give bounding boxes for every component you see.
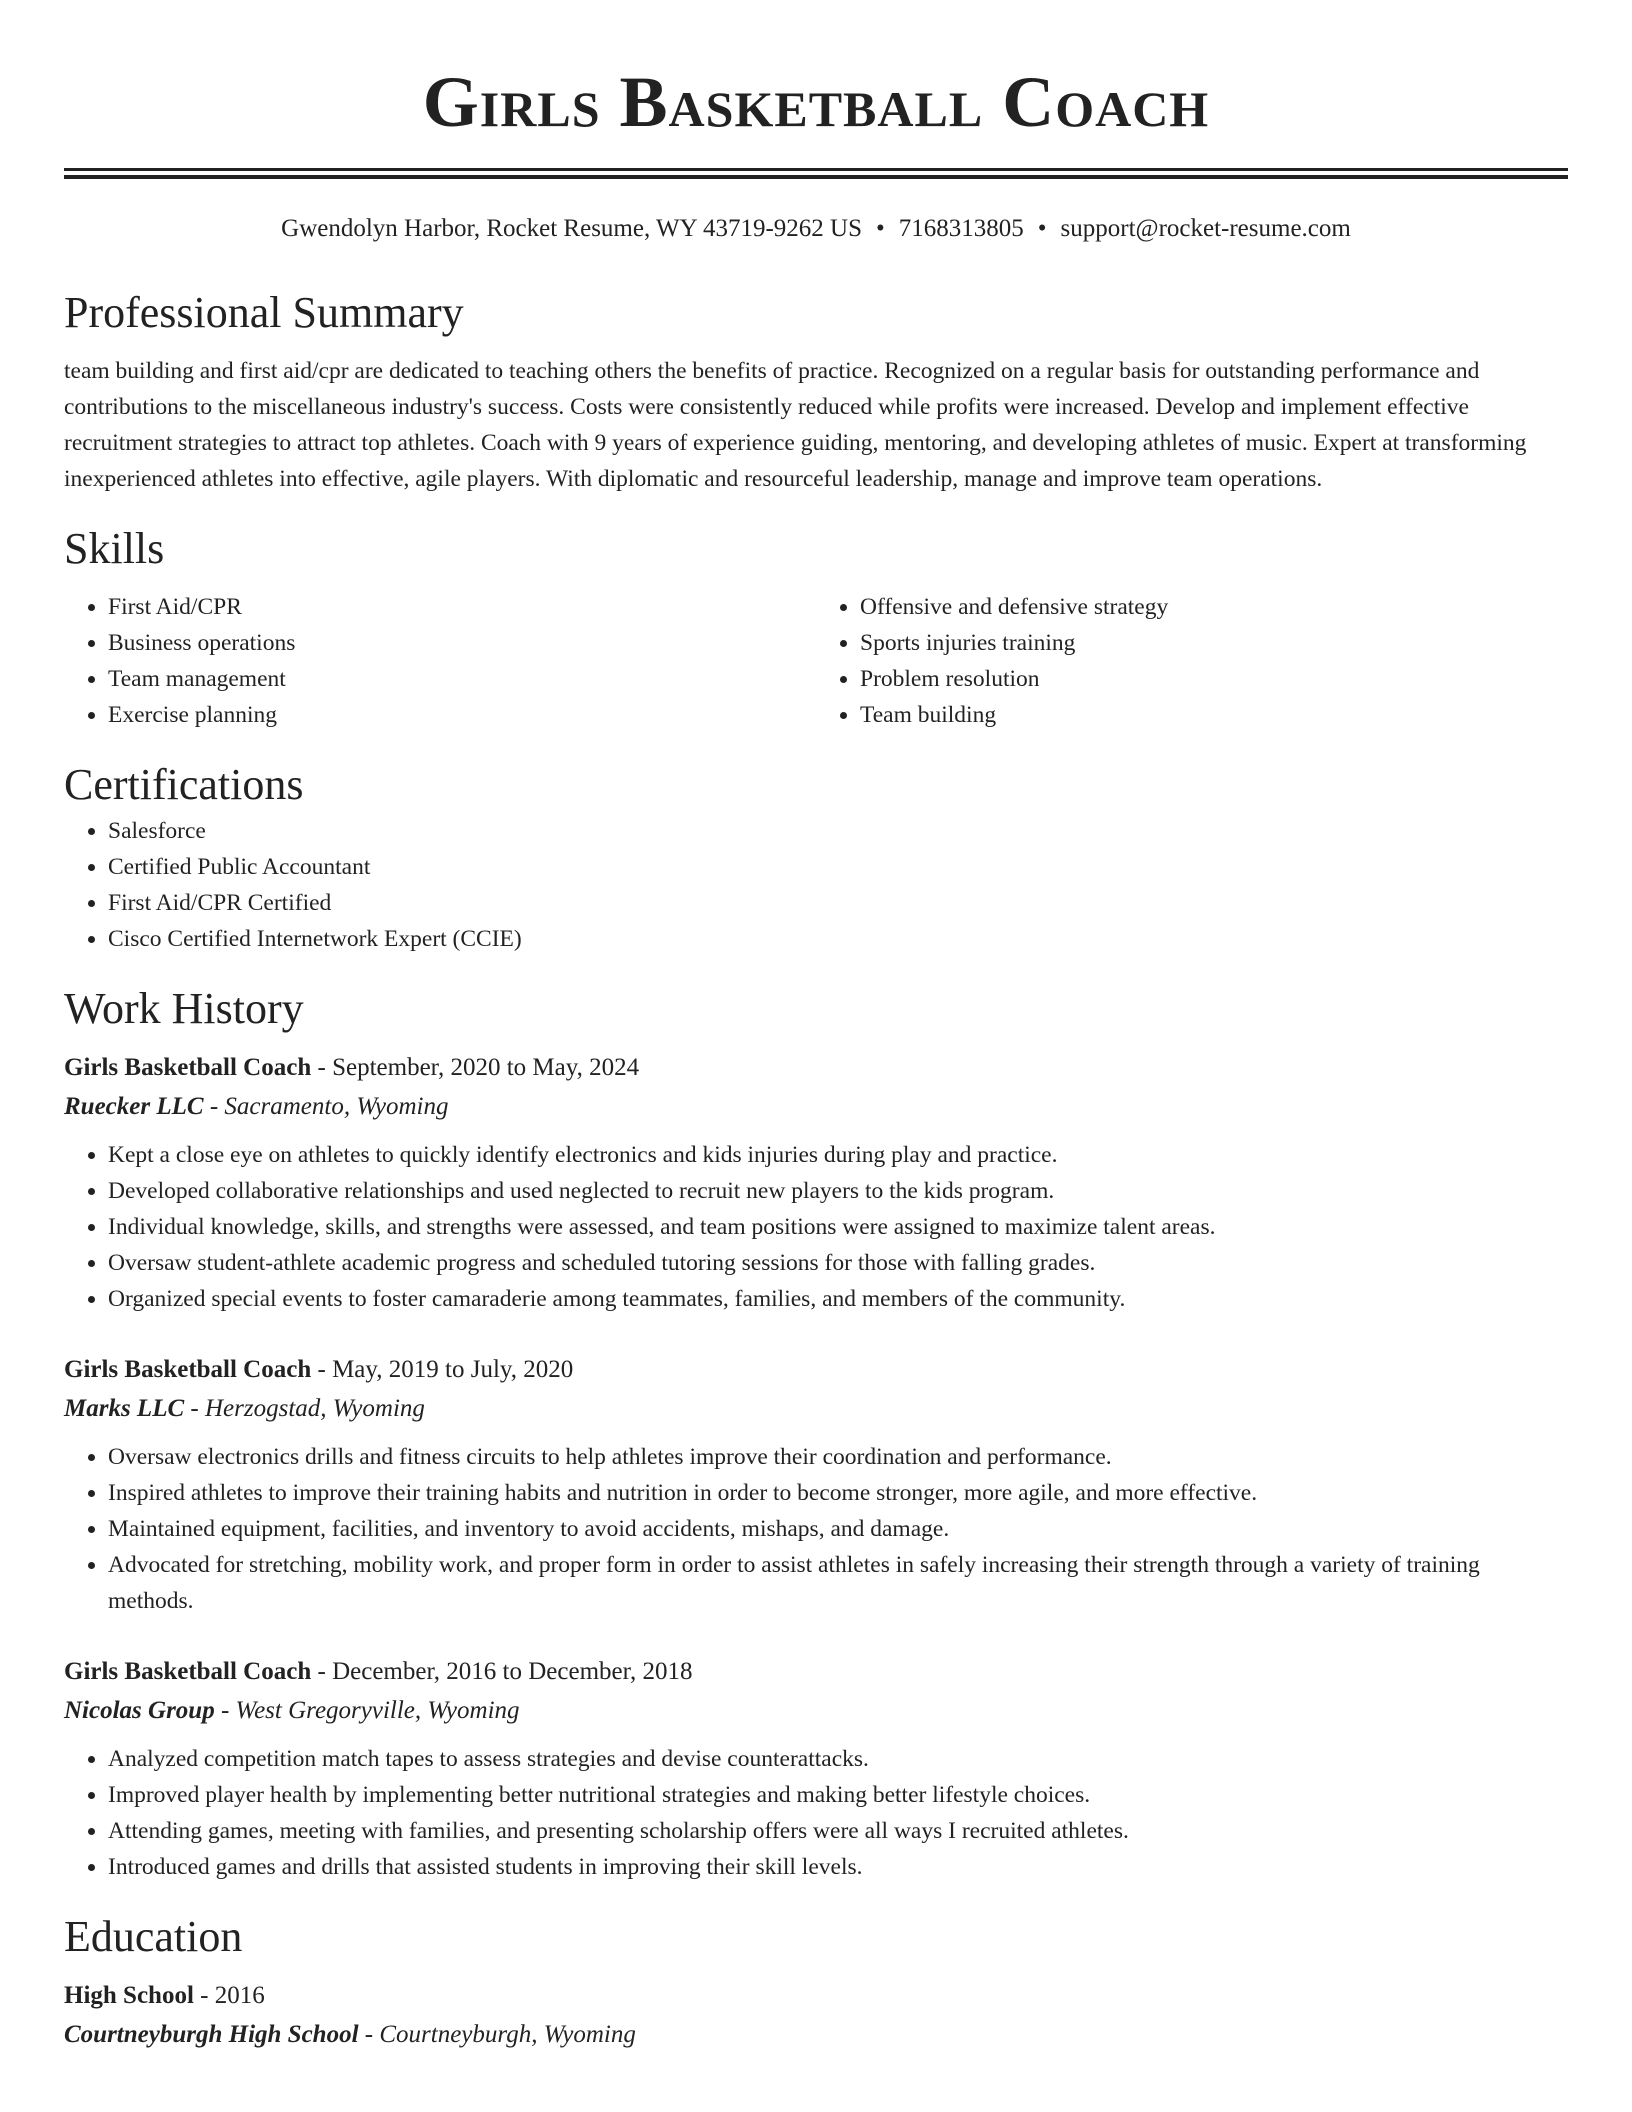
job-dash: -	[311, 1054, 333, 1081]
skills-heading: Skills	[64, 524, 165, 573]
job-bullet: • Oversaw electronics drills and fitness circuits to help athletes improve their coordination and performance.	[108, 1439, 1568, 1475]
job-bullet: • Maintained equipment, facilities, and inventory to avoid accidents, mishaps, and damage.	[108, 1511, 1568, 1547]
header-double-rule	[64, 168, 1568, 179]
summary-heading: Professional Summary	[64, 288, 464, 337]
education-degree: High School	[64, 1982, 194, 2009]
resume-name: Girls Basketball Coach	[422, 62, 1210, 142]
education-school: Courtneyburgh High School	[64, 2021, 359, 2048]
job-bullet: • Oversaw student-athlete academic progress and scheduled tutoring sessions for those with falling grades.	[108, 1245, 1568, 1281]
skills-grid	[64, 589, 1568, 733]
certifications-list	[64, 813, 1568, 957]
job-bullet: • Kept a close eye on athletes to quickly identify electronics and kids injuries during play and practice.	[108, 1137, 1568, 1173]
job-location: Sacramento, Wyoming	[224, 1093, 449, 1120]
job-header	[64, 1653, 1568, 1691]
skill-item: • Team building	[860, 697, 1568, 733]
job-bullet: • Analyzed competition match tapes to assess strategies and devise counterattacks.	[108, 1741, 1568, 1777]
education-dash: -	[193, 1982, 215, 2009]
education-header	[64, 1977, 1568, 2015]
certifications-heading: Certifications	[64, 760, 304, 809]
job-company-line	[64, 1087, 1568, 1127]
job-dates: September, 2020 to May, 2024	[332, 1054, 640, 1081]
job-bullet: • Advocated for stretching, mobility work, and proper form in order to assist athletes in safely increasing their strength through a variety of training methods.	[108, 1547, 1568, 1619]
education-year: 2016	[214, 1982, 265, 2009]
education-entry	[64, 1977, 1568, 2055]
contact-phone: 7168313805	[898, 215, 1024, 242]
contact-address: Gwendolyn Harbor, Rocket Resume, WY 43719-9262 US	[281, 215, 863, 242]
job-company-line	[64, 1389, 1568, 1429]
education-location: Courtneyburgh, Wyoming	[379, 2021, 636, 2048]
job-bullet: • Developed collaborative relationships and used neglected to recruit new players to the kids program.	[108, 1173, 1568, 1209]
job-bullet: • Attending games, meeting with families, and presenting scholarship offers were all ways I recruited athletes.	[108, 1813, 1568, 1849]
job-bullets	[64, 1741, 1568, 1885]
work-history-heading: Work History	[64, 984, 304, 1033]
education-dash: -	[358, 2021, 380, 2048]
job-dash: -	[203, 1093, 225, 1120]
contact-separator: •	[1037, 215, 1047, 242]
job-company: Marks LLC	[64, 1395, 185, 1422]
job-dash: -	[311, 1658, 333, 1685]
job-role: Girls Basketball Coach	[64, 1054, 312, 1081]
job-bullets	[64, 1439, 1568, 1619]
job-entry	[64, 1653, 1568, 1885]
skills-list-right	[816, 589, 1568, 733]
summary-text: team building and first aid/cpr are dedicated to teaching others the benefits of practice. Recognized on a regular basis for outstanding performance and contributions to the miscellaneous industry's success. Costs were consistently reduced while profits were increased. Develop and implement effective recruitment strategies to attract top athletes. Coach with 9 years of experience guiding, mentoring, and developing athletes of music. Expert at transforming inexperienced athletes into effective, agile players. With diplomatic and resourceful leadership, manage and improve team operations.	[64, 358, 1527, 492]
certification-item: • First Aid/CPR Certified	[108, 885, 1568, 921]
job-header	[64, 1049, 1568, 1087]
certification-item: • Salesforce	[108, 813, 1568, 849]
job-bullet: • Organized special events to foster camaraderie among teammates, families, and members of the community.	[108, 1281, 1568, 1317]
skill-item: • Offensive and defensive strategy	[860, 589, 1568, 625]
skill-item: • Sports injuries training	[860, 625, 1568, 661]
job-dates: December, 2016 to December, 2018	[332, 1658, 693, 1685]
job-company-line	[64, 1691, 1568, 1731]
contact-separator: •	[876, 215, 885, 242]
certification-item: • Cisco Certified Internetwork Expert (CCIE)	[108, 921, 1568, 957]
job-dash: -	[311, 1356, 333, 1383]
job-location: Herzogstad, Wyoming	[204, 1395, 425, 1422]
job-location: West Gregoryville, Wyoming	[235, 1697, 520, 1724]
education-heading: Education	[64, 1912, 243, 1961]
job-dates: May, 2019 to July, 2020	[332, 1356, 574, 1383]
job-dash: -	[184, 1395, 205, 1422]
skill-item: • Business operations	[108, 625, 816, 661]
job-bullet: • Inspired athletes to improve their training habits and nutrition in order to become stronger, more agile, and more effective.	[108, 1475, 1568, 1511]
job-bullet: • Introduced games and drills that assisted students in improving their skill levels.	[108, 1849, 1568, 1885]
job-bullet: • Individual knowledge, skills, and strengths were assessed, and team positions were assigned to maximize talent areas.	[108, 1209, 1568, 1245]
job-bullets	[64, 1137, 1568, 1317]
job-company: Nicolas Group	[64, 1697, 215, 1724]
job-company: Ruecker LLC	[64, 1093, 204, 1120]
job-entry	[64, 1351, 1568, 1619]
skills-list-left	[64, 589, 816, 733]
certification-item: • Certified Public Accountant	[108, 849, 1568, 885]
job-role: Girls Basketball Coach	[64, 1658, 312, 1685]
education-school-line	[64, 2015, 1568, 2055]
job-header	[64, 1351, 1568, 1389]
skill-item: • Exercise planning	[108, 697, 816, 733]
contact-email: support@rocket-resume.com	[1060, 215, 1351, 242]
skill-item: • Team management	[108, 661, 816, 697]
job-bullet: • Improved player health by implementing better nutritional strategies and making better lifestyle choices.	[108, 1777, 1568, 1813]
job-dash: -	[214, 1697, 236, 1724]
contact-line	[64, 213, 1568, 245]
skill-item: • First Aid/CPR	[108, 589, 816, 625]
job-role: Girls Basketball Coach	[64, 1356, 312, 1383]
skill-item: • Problem resolution	[860, 661, 1568, 697]
job-entry	[64, 1049, 1568, 1317]
